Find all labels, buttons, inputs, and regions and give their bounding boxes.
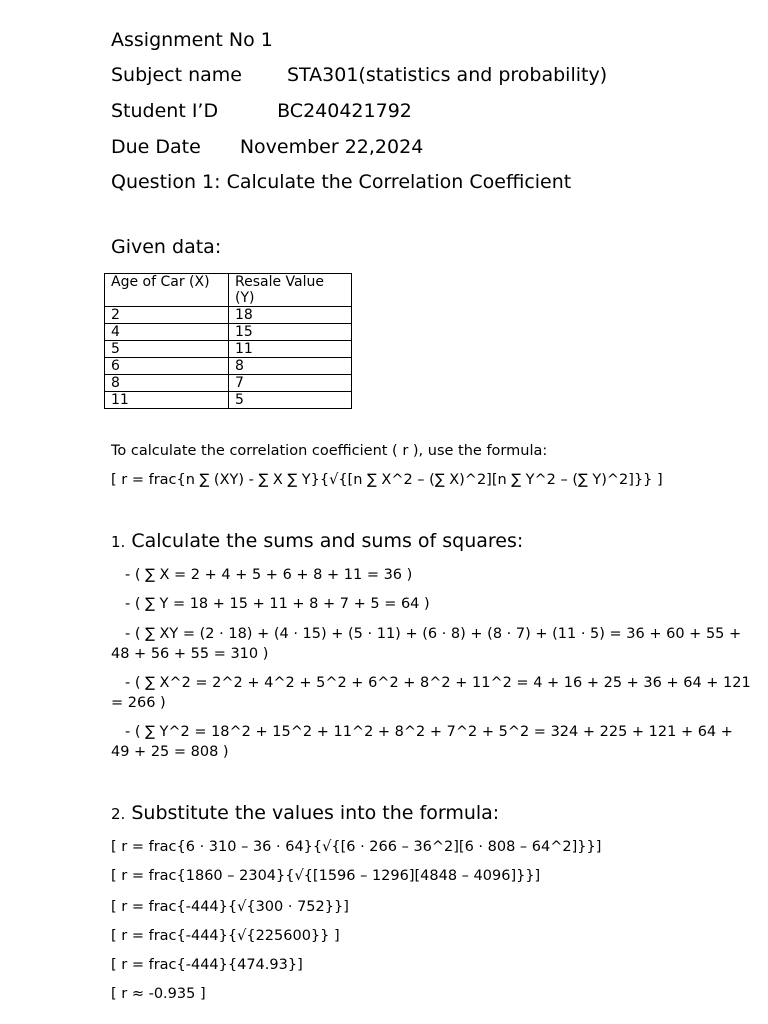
due-value: November 22,2024 [239, 136, 424, 158]
cell-x: 2 [105, 307, 229, 324]
sum-y2-line: - ( ∑ Y^2 = 18^2 + 15^2 + 11^2 + 8^2 + 7^2 + 5^2 = 324 + 225 + 121 + 64 + 49 + 25 = 808 ) [111, 724, 733, 760]
sum-y-line: - ( ∑ Y = 18 + 15 + 11 + 8 + 7 + 5 = 64 ) [125, 596, 430, 612]
cell-y: 15 [229, 324, 352, 341]
sum-x2-line: - ( ∑ X^2 = 2^2 + 4^2 + 5^2 + 6^2 + 8^2 + 11^2 = 4 + 16 + 25 + 36 + 64 + 121 = 266 ) [111, 675, 751, 711]
intro-text: To calculate the correlation coefficient ( r ), use the formula: [111, 443, 548, 459]
substitution-line: [ r = frac{-444}{√{300 · 752}}] [111, 899, 349, 915]
student-label: Student I’D [111, 100, 219, 122]
question-heading [111, 171, 571, 193]
result-line: [ r ≈ -0.935 ] [111, 986, 206, 1002]
substitution-line: [ r = frac{-444}{474.93}] [111, 957, 303, 973]
student-value: BC240421792 [277, 100, 412, 122]
cell-y: 8 [229, 358, 352, 375]
step1-heading [111, 529, 523, 554]
question-title: Calculate the Correlation Coefficient [226, 171, 572, 193]
cell-y: 11 [229, 341, 352, 358]
substitution-line: [ r = frac{1860 – 2304}{√{[1596 – 1296][4848 – 4096]}}] [111, 868, 541, 884]
substitution-line: [ r = frac{-444}{√{225600}} ] [111, 928, 340, 944]
table-row [105, 307, 352, 324]
sum-x-line: - ( ∑ X = 2 + 4 + 5 + 6 + 8 + 11 = 36 ) [125, 567, 413, 583]
cell-x: 4 [105, 324, 229, 341]
cell-y: 18 [229, 307, 352, 324]
cell-y: 7 [229, 375, 352, 392]
step2-heading [111, 801, 499, 826]
given-data-heading: Given data: [111, 236, 222, 258]
due-label: Due Date [111, 136, 201, 158]
subject-row [111, 63, 607, 87]
step1-number: 1. [111, 533, 126, 551]
data-table [104, 273, 352, 409]
cell-x: 11 [105, 392, 229, 409]
subject-value: STA301(statistics and probability) [286, 64, 608, 86]
table-row [105, 392, 352, 409]
cell-x: 5 [105, 341, 229, 358]
cell-x: 8 [105, 375, 229, 392]
sum-xy-line: - ( ∑ XY = (2 · 18) + (4 · 15) + (5 · 11) + (6 · 8) + (8 · 7) + (11 · 5) = 36 + 60 + 55 + 48 + 56 + 55 = 310 ) [111, 626, 742, 662]
step1-title: Calculate the sums and sums of squares: [131, 530, 524, 552]
table-row [105, 341, 352, 358]
step2-title: Substitute the values into the formula: [131, 802, 500, 824]
main-formula: [ r = frac{n ∑ (XY) - ∑ X ∑ Y}{√{[n ∑ X^2 – (∑ X)^2][n ∑ Y^2 – (∑ Y)^2]}} ] [111, 472, 663, 488]
cell-y: 5 [229, 392, 352, 409]
subject-label: Subject name [111, 64, 242, 86]
table-row [105, 375, 352, 392]
substitution-line: [ r = frac{6 · 310 – 36 · 64}{√{[6 · 266 – 36^2][6 · 808 – 64^2]}}] [111, 839, 602, 855]
question-label: Question 1: [111, 171, 221, 193]
header-resale: Resale Value (Y) [229, 274, 352, 307]
table-header-row [105, 274, 352, 307]
table-row [105, 324, 352, 341]
assignment-title: Assignment No 1 [111, 29, 273, 51]
cell-x: 6 [105, 358, 229, 375]
due-row [111, 135, 423, 159]
step2-number: 2. [111, 805, 126, 823]
table-row [105, 358, 352, 375]
header-age: Age of Car (X) [105, 274, 229, 307]
student-row [111, 99, 412, 123]
